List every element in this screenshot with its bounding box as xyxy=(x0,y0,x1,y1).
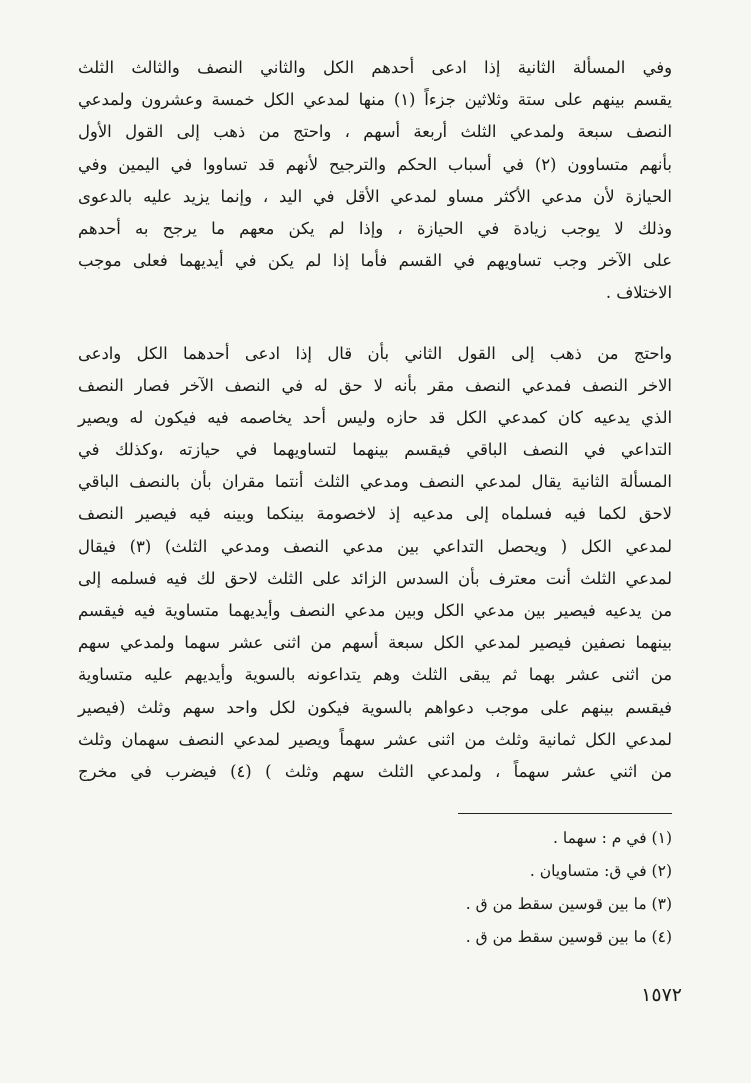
text-line: لمدعي الكل ( ويحصل التداعي بين مدعي النصف ومدعي الثلث) (٣) فيقال xyxy=(78,536,672,556)
text-line: واحتج من ذهب إلى القول الثاني بأن قال إذا ادعى أحدهما الكل وادعى xyxy=(78,343,672,363)
main-text xyxy=(78,52,672,788)
text-line: من اثني عشر سهماً ، ولمدعي الثلث سهم وثلث ) (٤) فيضرب في مخرج xyxy=(78,761,672,781)
text-line: لمدعي الثلث أنت معترف بأن السدس الزائد على الثلث لاحق لك فيه فسلمه إلى xyxy=(78,568,672,588)
text-line: النصف سبعة ولمدعي الثلث أربعة أسهم ، واحتج من ذهب إلى القول الأول xyxy=(78,122,672,142)
text-line: التداعي في النصف الباقي فيقسم بينهما لتساويهما في حيازته ،وكذلك في xyxy=(78,440,672,460)
text-line: من يدعيه فيصير بين مدعي الكل وبين مدعي النصف وأيديهما متساوية فيه فيقسم xyxy=(78,601,672,620)
text-line: يقسم بينهم على ستة وثلاثين جزءاً (١) منها لمدعي الكل خمسة وعشرون ولمدعي xyxy=(78,90,672,110)
paragraph-gap xyxy=(78,310,672,338)
footnote-divider xyxy=(458,813,672,814)
footnote-3: (٣) ما بين قوسين سقط من ق . xyxy=(465,895,672,913)
text-line: الاخر النصف فمدعي النصف مقر بأنه لا حق له في النصف الآخر فصار النصف xyxy=(78,375,672,395)
text-line: بينهما نصفين فيصير لمدعي الكل سبعة أسهم من اثنى عشر سهما ولمدعي سهم xyxy=(78,633,672,653)
footnote-2: (٢) في ق: متساويان . xyxy=(529,862,672,880)
text-line: المسألة الثانية يقال لمدعي النصف ومدعي الثلث أنتما مقران بأن بالنصف الباقي xyxy=(78,472,672,492)
text-line: الحيازة لأن مدعي الأكثر مساو لمدعي الأقل في اليد ، وإنما يزيد عليه بالدعوى xyxy=(78,186,672,206)
paragraph-2 xyxy=(78,338,672,789)
text-line: على الآخر وجب تساويهم في القسم فأما إذا لم يكن في أيديهما فعلى موجب xyxy=(78,251,672,271)
page-number: ١٥٧٢ xyxy=(641,984,682,1006)
text-line: وذلك لا يوجب زيادة في الحيازة ، وإذا لم يكن معهم ما يرجح به أحدهم xyxy=(78,218,672,238)
text-line: الاختلاف . xyxy=(605,283,672,303)
text-line: من اثنى عشر بهما ثم يبقى الثلث وهم يتداعونه بالسوية وأيديهم عليه متساوية xyxy=(78,665,672,685)
text-line: فيقسم بينهم على موجب دعواهم بالسوية فيكون لكل واحد سهم وثلث (فيصير xyxy=(78,697,672,717)
text-line: لمدعي الكل ثمانية وثلث من اثنى عشر سهماً ويصير لمدعي النصف سهمان وثلث xyxy=(78,729,672,749)
text-line: بأنهم متساوون (٢) في أسباب الحكم والترجيح لأنهم قد تساووا في اليمين وفي xyxy=(78,154,672,174)
footnotes xyxy=(380,822,672,954)
footnote-4: (٤) ما بين قوسين سقط من ق . xyxy=(465,928,672,946)
text-line: وفي المسألة الثانية إذا ادعى أحدهم الكل والثاني النصف والثالث الثلث xyxy=(78,58,672,77)
text-line: لاحق لكما فيه فسلماه إلى مدعيه إذ لاخصومة بينكما وبينه فيه فيصير النصف xyxy=(78,504,672,524)
paragraph-1 xyxy=(78,52,672,310)
text-line: الذي يدعيه كان كمدعي الكل قد حازه وليس أحد يخاصمه فيه فيكون له ويصير xyxy=(78,407,672,427)
footnote-1: (١) في م : سهما . xyxy=(553,829,672,847)
